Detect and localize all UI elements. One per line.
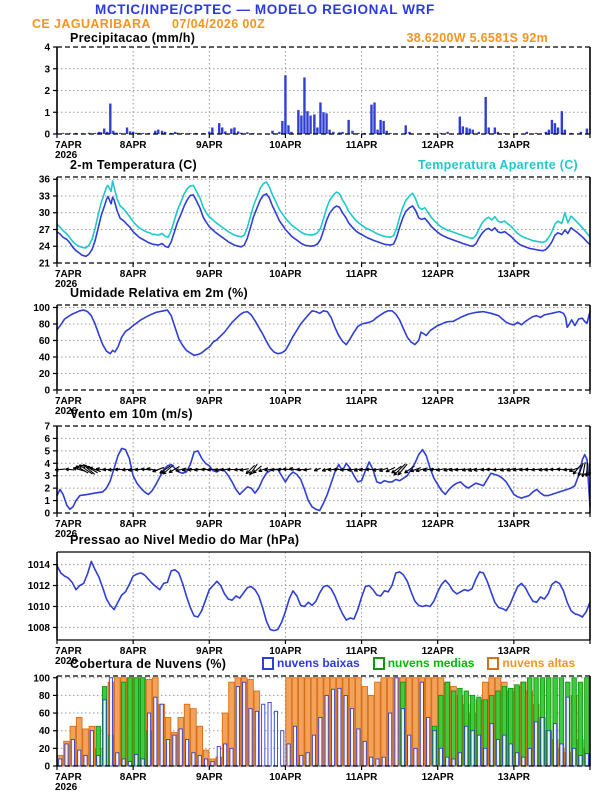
temperature-axis-labels <box>39 175 590 290</box>
temperature-series <box>57 181 590 256</box>
svg-text:13APR: 13APR <box>497 519 530 530</box>
svg-text:21: 21 <box>38 258 50 270</box>
svg-text:7APR: 7APR <box>55 140 82 151</box>
legend-item-high-clouds <box>487 656 575 670</box>
svg-text:7APR: 7APR <box>55 772 82 783</box>
svg-text:13APR: 13APR <box>497 772 530 783</box>
clouds-series <box>57 678 589 766</box>
svg-text:6: 6 <box>44 433 50 445</box>
wind-axis-labels <box>44 422 590 541</box>
svg-text:40: 40 <box>38 352 50 364</box>
panel-temperature <box>39 175 590 290</box>
svg-text:7APR: 7APR <box>55 396 82 407</box>
cloud-legend <box>262 656 575 670</box>
panel-title-wind: Vento em 10m (m/s) <box>70 407 193 421</box>
svg-text:13APR: 13APR <box>497 396 530 407</box>
panel-title-temperature: 2-m Temperatura (C) <box>70 158 198 172</box>
svg-text:8APR: 8APR <box>119 140 147 151</box>
svg-text:8APR: 8APR <box>119 396 147 407</box>
svg-text:4: 4 <box>44 458 50 470</box>
svg-text:40: 40 <box>38 726 50 738</box>
svg-text:12APR: 12APR <box>421 772 454 783</box>
wind-vector-arrows <box>55 462 591 477</box>
svg-text:11APR: 11APR <box>345 519 378 530</box>
svg-text:13APR: 13APR <box>497 646 530 657</box>
svg-text:27: 27 <box>38 224 50 236</box>
legend-item-low-clouds <box>262 656 360 670</box>
svg-text:80: 80 <box>38 690 50 702</box>
svg-text:60: 60 <box>38 335 50 347</box>
svg-text:1010: 1010 <box>27 601 50 613</box>
svg-text:13APR: 13APR <box>497 269 530 280</box>
svg-text:7APR: 7APR <box>55 269 82 280</box>
svg-text:2026: 2026 <box>55 150 78 161</box>
humidity-gridlines <box>57 305 590 390</box>
svg-text:12APR: 12APR <box>421 396 454 407</box>
svg-text:13APR: 13APR <box>497 140 530 151</box>
pressure-series <box>57 561 590 630</box>
svg-text:80: 80 <box>38 319 50 331</box>
svg-text:8APR: 8APR <box>119 646 147 657</box>
mid-clouds-swatch-icon <box>373 657 385 670</box>
svg-text:30: 30 <box>38 208 50 220</box>
svg-text:2026: 2026 <box>55 406 78 417</box>
svg-text:1008: 1008 <box>27 622 50 634</box>
pressure-axis-labels <box>28 560 590 667</box>
svg-text:0: 0 <box>44 508 50 520</box>
panel-pressure <box>28 552 590 667</box>
svg-text:12APR: 12APR <box>421 646 454 657</box>
svg-text:12APR: 12APR <box>421 140 454 151</box>
low-clouds-swatch-icon <box>262 657 274 670</box>
svg-text:10APR: 10APR <box>269 772 302 783</box>
pressure-frame <box>57 552 590 640</box>
panel-clouds <box>33 673 590 792</box>
precipitation-axis-labels <box>44 43 590 162</box>
panel-wind <box>44 422 590 541</box>
svg-text:8APR: 8APR <box>119 772 147 783</box>
svg-text:7APR: 7APR <box>55 519 82 530</box>
legend-label-high-clouds: nuvens altas <box>502 656 576 670</box>
svg-text:9APR: 9APR <box>195 140 223 151</box>
svg-text:0: 0 <box>44 385 50 397</box>
svg-text:11APR: 11APR <box>345 140 378 151</box>
svg-text:100: 100 <box>33 302 50 314</box>
svg-text:12APR: 12APR <box>421 519 454 530</box>
precipitation-series <box>62 75 588 134</box>
svg-text:7: 7 <box>44 421 50 433</box>
svg-text:10APR: 10APR <box>269 269 302 280</box>
svg-text:9APR: 9APR <box>195 396 223 407</box>
svg-text:2: 2 <box>44 483 50 495</box>
svg-text:1: 1 <box>44 496 50 508</box>
svg-text:7APR: 7APR <box>55 646 82 657</box>
panel-precipitation <box>44 43 590 162</box>
legend-apparent-temperature: Temperatura Aparente (C) <box>417 158 578 172</box>
legend-item-mid-clouds <box>373 656 475 670</box>
svg-text:3: 3 <box>44 471 50 483</box>
model-run-time: 07/04/2026 00Z <box>172 17 266 31</box>
svg-text:11APR: 11APR <box>345 396 378 407</box>
panel-title-clouds: Cobertura de Nuvens (%) <box>70 657 227 671</box>
svg-text:36: 36 <box>38 174 50 186</box>
svg-text:3: 3 <box>44 64 50 76</box>
humidity-series <box>57 310 590 355</box>
svg-text:9APR: 9APR <box>195 269 223 280</box>
high-clouds-swatch-icon <box>487 657 499 670</box>
svg-text:11APR: 11APR <box>345 646 378 657</box>
svg-text:9APR: 9APR <box>195 772 223 783</box>
svg-text:10APR: 10APR <box>269 519 302 530</box>
svg-text:10APR: 10APR <box>269 140 302 151</box>
svg-text:10APR: 10APR <box>269 396 302 407</box>
svg-text:4: 4 <box>44 42 50 54</box>
svg-text:1: 1 <box>44 107 50 119</box>
humidity-axis-labels <box>33 303 590 417</box>
svg-text:100: 100 <box>33 673 50 685</box>
svg-text:5: 5 <box>44 446 50 458</box>
svg-text:0: 0 <box>44 761 50 773</box>
svg-text:2026: 2026 <box>55 782 78 792</box>
svg-text:60: 60 <box>38 708 50 720</box>
svg-text:2026: 2026 <box>55 279 78 290</box>
svg-text:33: 33 <box>38 191 50 203</box>
svg-text:12APR: 12APR <box>421 269 454 280</box>
page-title: MCTIC/INPE/CPTEC — MODELO REGIONAL WRF <box>95 2 435 17</box>
humidity-frame <box>57 305 590 390</box>
svg-text:9APR: 9APR <box>195 646 223 657</box>
panel-title-humidity: Umidade Relativa em 2m (%) <box>70 286 248 300</box>
svg-text:2: 2 <box>44 86 50 97</box>
legend-label-mid-clouds: nuvens medias <box>387 656 475 670</box>
svg-text:11APR: 11APR <box>345 772 378 783</box>
svg-text:8APR: 8APR <box>119 519 147 530</box>
panel-title-precipitation: Precipitacao (mm/h) <box>70 31 196 45</box>
svg-text:2026: 2026 <box>55 529 78 540</box>
legend-label-low-clouds: nuvens baixas <box>277 656 360 670</box>
panel-title-pressure: Pressao ao Nivel Medio do Mar (hPa) <box>70 533 300 547</box>
svg-text:1014: 1014 <box>27 560 50 572</box>
svg-text:0: 0 <box>44 129 50 141</box>
pressure-gridlines <box>57 552 590 640</box>
svg-text:2026: 2026 <box>55 656 78 667</box>
svg-text:20: 20 <box>38 743 50 755</box>
svg-text:20: 20 <box>38 368 50 380</box>
svg-text:10APR: 10APR <box>269 646 302 657</box>
station-name: CE JAGUARIBARA <box>32 17 151 31</box>
svg-text:11APR: 11APR <box>345 269 378 280</box>
svg-text:8APR: 8APR <box>119 269 147 280</box>
station-coordinates: 38.6200W 5.6581S 92m <box>406 31 548 45</box>
svg-text:24: 24 <box>38 241 50 253</box>
svg-text:9APR: 9APR <box>195 519 223 530</box>
wind-series <box>57 448 590 510</box>
panel-humidity <box>33 303 590 417</box>
svg-text:1012: 1012 <box>27 581 50 593</box>
